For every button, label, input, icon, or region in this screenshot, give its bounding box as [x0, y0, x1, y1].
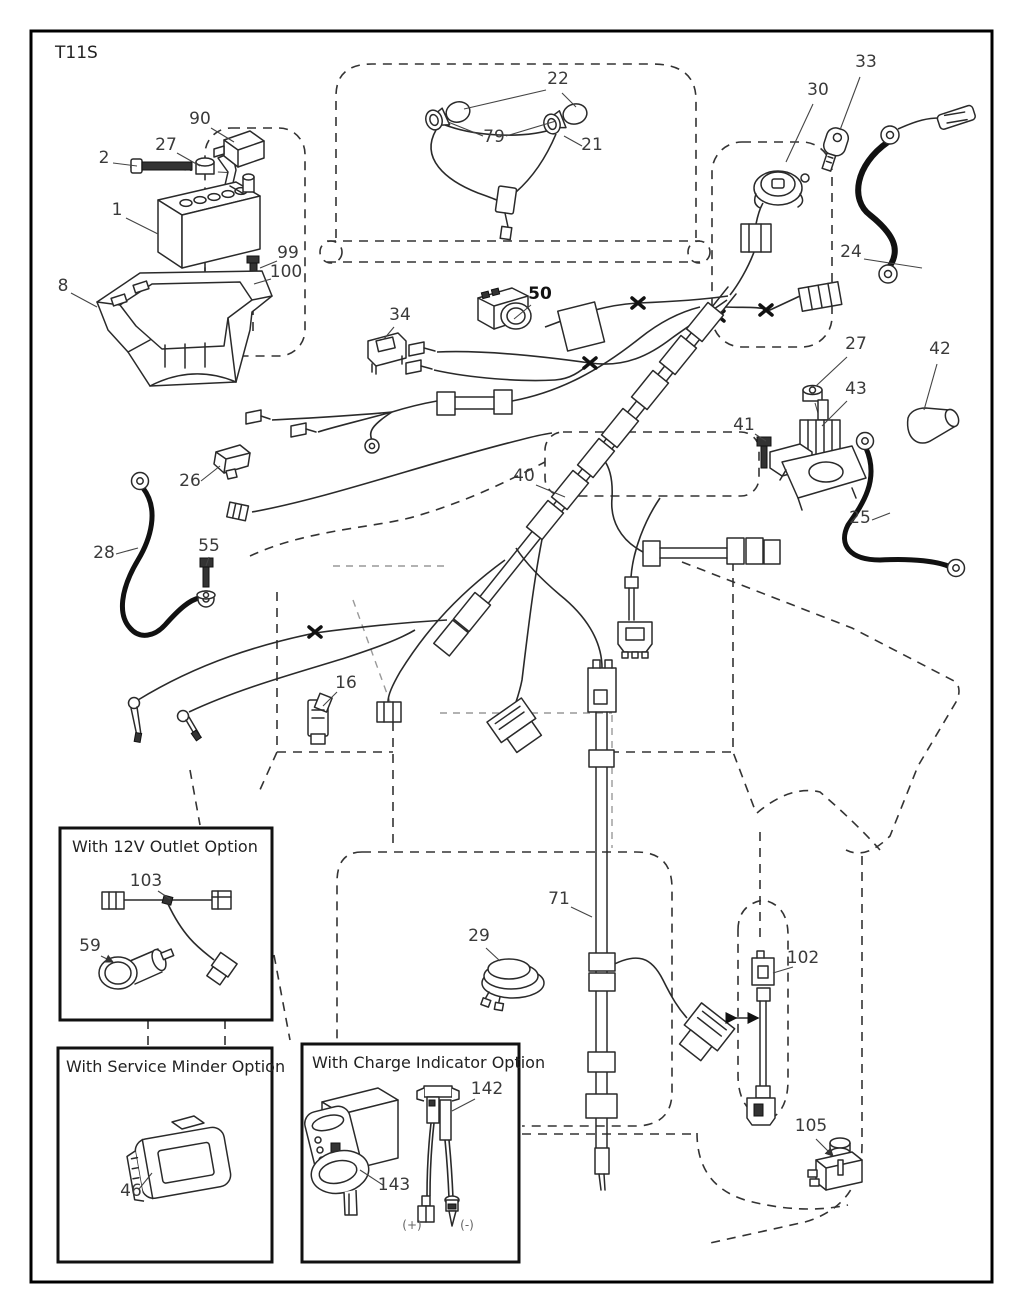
callout-label-100: 100: [269, 262, 303, 282]
connector-small-center: [377, 702, 401, 722]
callout-label-90: 90: [189, 109, 211, 129]
callout-label-105: 105: [794, 1116, 828, 1136]
callout-label-2: 2: [98, 148, 110, 168]
seat-harness-71: [586, 660, 617, 1190]
callout-leader-22: [464, 90, 546, 109]
callout-label-42: 42: [929, 339, 951, 359]
plug-vertical-center: [618, 577, 652, 658]
callout-leader-27: [816, 357, 847, 386]
callout-label-102: 102: [786, 948, 820, 968]
fuse-26: [214, 445, 250, 479]
callout-label-22: 22: [547, 69, 569, 89]
callout-label-103: 103: [129, 871, 163, 891]
callout-label-79: 79: [483, 127, 505, 147]
option-box-12v-outlet-title: With 12V Outlet Option: [72, 837, 258, 856]
battery-illustration: [158, 174, 260, 268]
callout-label-21: 21: [581, 135, 603, 155]
battery-tray-illustration: [97, 271, 272, 386]
callout-label-1: 1: [111, 200, 123, 220]
battery-cable-24: [858, 105, 976, 283]
harness-connector-right: [798, 282, 841, 312]
hour-meter-50: [478, 288, 531, 329]
callout-label-71: 71: [548, 889, 570, 909]
callout-label-29: 29: [468, 926, 490, 946]
ring-terminal-small: [365, 439, 379, 453]
callout-leader-28: [116, 548, 138, 554]
callout-leader-26: [201, 466, 220, 481]
callout-label-50: 50: [528, 284, 552, 304]
callout-leader-71: [571, 907, 592, 917]
callout-label-30: 30: [807, 80, 829, 100]
solenoid-43: [770, 400, 866, 510]
option-box-service-minder: [58, 1048, 285, 1262]
solenoid-valve-105: [808, 1138, 862, 1190]
callout-leader-90: [211, 128, 234, 142]
callout-label-46: 46: [120, 1181, 142, 1201]
callout-label-26: 26: [179, 471, 201, 491]
callout-leader-29: [486, 948, 500, 961]
callout-label-27: 27: [155, 135, 177, 155]
callout-label-28: 28: [93, 543, 115, 563]
terminal-boot-42: [908, 407, 962, 443]
callout-label-55: 55: [198, 536, 220, 556]
callout-label-8: 8: [57, 276, 69, 296]
callout-label-33: 33: [855, 52, 877, 72]
terminal-label-(-): (-): [460, 1218, 474, 1232]
ground-cable-25: [845, 433, 965, 577]
terminal-label-(+): (+): [402, 1218, 422, 1232]
option-box-charge-indicator: [302, 1044, 545, 1262]
screw-55: [197, 558, 215, 599]
diagram-title: T11S: [55, 43, 98, 63]
inline-fuse-holder-upper: [437, 390, 512, 415]
option-box-12v-outlet: [60, 828, 272, 1020]
callout-leader-21: [564, 136, 582, 146]
callout-label-34: 34: [389, 305, 411, 325]
callout-label-99: 99: [277, 243, 299, 263]
callout-label-143: 143: [377, 1175, 411, 1195]
ignition-switch-30: [754, 171, 809, 208]
callout-leader-79: [448, 122, 483, 136]
option-box-charge-indicator-title: With Charge Indicator Option: [312, 1053, 546, 1072]
callout-leader-25: [872, 513, 890, 520]
callout-label-27: 27: [845, 334, 867, 354]
extension-harness-102: [736, 951, 775, 1125]
switch-34: [368, 333, 406, 374]
callout-label-41: 41: [733, 415, 755, 435]
callout-leader-33: [840, 77, 860, 130]
nut-27-battery: [196, 158, 214, 174]
inline-fuse-holder-lower: [643, 538, 780, 566]
callout-label-24: 24: [840, 242, 862, 262]
callout-label-16: 16: [335, 673, 357, 693]
callout-leader-1: [126, 218, 158, 234]
callout-label-59: 59: [79, 936, 101, 956]
callout-label-25: 25: [849, 508, 871, 528]
callout-label-40: 40: [513, 466, 535, 486]
callout-leader-8: [71, 293, 97, 307]
callout-leader-30: [786, 104, 813, 162]
headlight-connector: [495, 186, 516, 240]
plug-connector-left: [227, 502, 249, 521]
alarm-buzzer-29: [481, 959, 544, 1011]
callout-label-142: 142: [470, 1079, 504, 1099]
callout-label-43: 43: [845, 379, 867, 399]
pin-terminals-bottom-left: [129, 698, 202, 743]
callout-leader-42: [924, 364, 937, 410]
option-box-service-minder-title: With Service Minder Option: [66, 1057, 286, 1076]
connector-pair-diagonal: [487, 698, 545, 756]
bolt-2: [131, 159, 192, 173]
console-connector: [741, 224, 771, 252]
